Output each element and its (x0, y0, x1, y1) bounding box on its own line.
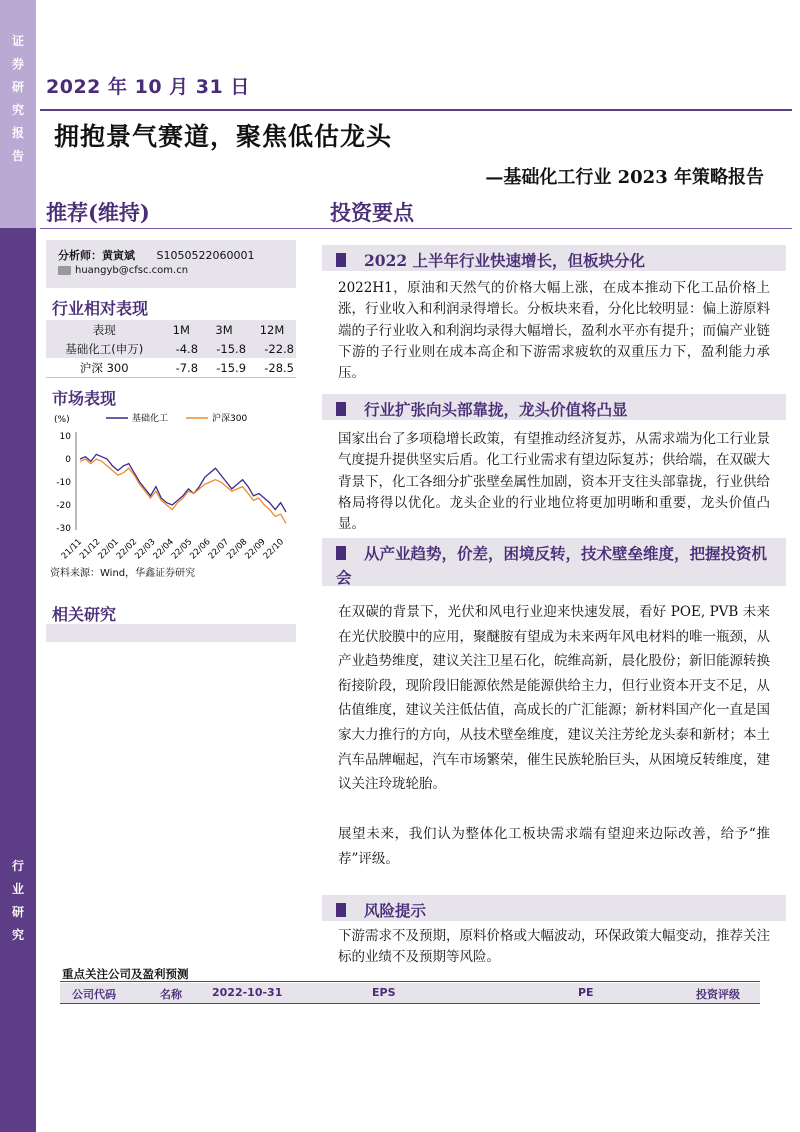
performance-cell: -7.8 (175, 360, 199, 375)
performance-cell: -15.8 (216, 341, 247, 356)
point-heading: 行业扩张向头部靠拢，龙头价值将凸显 (336, 398, 628, 420)
forecast-header-row (60, 983, 760, 1004)
performance-header: 表现 (92, 322, 116, 337)
sidebar-top-band (0, 0, 36, 228)
rating-label: 推荐(维持) (46, 200, 150, 225)
point-paragraph: 展望未来，我们认为整体化工板块需求端有望迎来边际改善，给予“推荐”评级。 (338, 826, 770, 867)
section-rule (40, 228, 792, 229)
forecast-header: 2022-10-31 (212, 986, 283, 999)
legend-label: 沪深300 (212, 414, 248, 424)
performance-cell: -4.8 (175, 341, 199, 356)
x-tick-label: 22/03 (133, 537, 158, 562)
bullet-square-icon (336, 903, 346, 917)
report-title: 拥抱景气赛道，聚焦低估龙头 (54, 122, 393, 151)
x-tick-label: 22/06 (188, 537, 213, 562)
point-paragraph: 国家出台了多项稳增长政策，有望推动经济复苏，从需求端为化工行业景气度提升提供坚实后盾。化工行业需求有望边际复苏；供给端，在双碳大背景下，化工各细分扩张壁垒属性加剧，资本开支往头部靠拢，行业供给格局将得以优化。龙头企业的行业地位将更加明晰和重要，龙头价值凸显。 (338, 431, 770, 533)
forecast-header: EPS (372, 986, 396, 999)
performance-title: 行业相对表现 (52, 299, 149, 318)
x-tick-label: 22/09 (243, 537, 268, 562)
market-title: 市场表现 (52, 389, 117, 408)
bullet-square-icon (336, 546, 346, 560)
y-tick-label: -10 (56, 478, 71, 488)
report-subtitle: —基础化工行业 2023 年策略报告 (485, 167, 764, 188)
performance-cell: 沪深 300 (79, 360, 129, 375)
y-tick-label: -20 (56, 501, 71, 511)
performance-header: 1M (172, 322, 190, 337)
x-tick-label: 22/10 (261, 537, 287, 562)
analyst-line (58, 247, 254, 263)
y-tick-label: 10 (59, 432, 71, 442)
market-chart-svg (46, 408, 296, 566)
analyst-label: 分析师： (58, 249, 102, 262)
point-paragraph: 2022H1，原油和天然气的价格大幅上涨，在成本推动下化工品价格上涨，行业收入和利润录得增长。分板块来看，分化比较明显：偏上游原料端的子行业收入和利润均录得大幅增长，盈利水平亦有提升；而偏产业链下游的子行业则在成本高企和下游需求疲软的双重压力下，盈利能力承压。 (338, 280, 770, 382)
bullet-square-icon (336, 402, 346, 416)
mail-icon (58, 266, 71, 275)
point-heading: 风险提示 (336, 899, 426, 921)
forecast-header: 公司代码 (72, 988, 116, 1001)
key-points-title: 投资要点 (330, 200, 414, 225)
x-tick-label: 22/05 (169, 537, 195, 562)
forecast-title: 重点关注公司及盈利预测 (62, 967, 189, 981)
forecast-header: 名称 (160, 988, 182, 1001)
performance-cell: 基础化工(申万) (65, 341, 144, 356)
performance-header: 3M (215, 322, 233, 337)
y-axis-label: (%) (54, 415, 70, 425)
point-heading: 2022 上半年行业快速增长，但板块分化 (336, 249, 645, 271)
chart-source: 资料来源：Wind，华鑫证券研究 (50, 568, 196, 579)
performance-header: 12M (259, 322, 285, 337)
bullet-square-icon (336, 253, 346, 267)
performance-row (46, 339, 296, 358)
performance-cell: -22.8 (264, 341, 294, 356)
x-tick-label: 22/08 (224, 537, 250, 562)
analyst-cert: S1050522060001 (156, 249, 255, 262)
performance-row (46, 358, 296, 378)
x-tick-label: 22/02 (114, 537, 140, 562)
performance-table (46, 320, 296, 378)
analyst-email[interactable]: huangyb@cfsc.com.cn (75, 265, 189, 276)
header-rule (40, 109, 792, 111)
performance-cell: -28.5 (264, 360, 294, 375)
analyst-name: 黄寅斌 (102, 249, 135, 262)
forecast-header: PE (578, 986, 594, 999)
report-date: 2022 年 10 月 31 日 (46, 76, 250, 98)
x-tick-label: 21/12 (78, 537, 103, 562)
analyst-email-line (58, 265, 188, 276)
performance-cell: -15.9 (216, 360, 247, 375)
y-tick-label: 0 (65, 455, 71, 465)
forecast-rule (60, 981, 760, 982)
related-research-band (46, 624, 296, 642)
series-line (80, 459, 286, 523)
point-paragraph: 下游需求不及预期，原料价格或大幅波动，环保政策大幅变动，推荐关注标的业绩不及预期等风险。 (338, 928, 770, 966)
x-tick-label: 22/04 (151, 537, 176, 562)
related-research-title: 相关研究 (52, 605, 117, 624)
x-tick-label: 22/01 (96, 537, 121, 562)
sidebar-bottom-label: 行 业 研 究 (11, 859, 24, 942)
sidebar-top-label: 证 券 研 究 报 告 (11, 34, 24, 163)
legend-label: 基础化工 (132, 414, 169, 424)
market-chart (46, 408, 296, 566)
point-heading: 从产业趋势，价差，困境反转，技术壁垒维度，把握投资机会 (336, 544, 768, 587)
x-tick-label: 21/11 (59, 537, 85, 562)
x-tick-label: 22/07 (206, 537, 232, 562)
performance-header-row (46, 320, 296, 339)
point-paragraph: 在双碳的背景下，光伏和风电行业迎来快速发展，看好 POE, PVB 未来在光伏胶膜中的应用，聚醚胺有望成为未来两年风电材料的唯一瓶颈，从产业趋势维度，建议关注卫星石化，皖维高新，晨化股份；新旧能源转换衔接阶段，现阶段旧能源依然是能源供给主力，但行业资本开支不足，从估值维度，建议关注低估值，高成长的广汇能源；新材料国产化一直是国家大力推行的方向，从技术壁垒维度，建议关注芳纶龙头泰和新材；本土汽车品牌崛起，汽车市场繁荣，催生民族轮胎巨头，从困境反转维度，建议关注玲珑轮胎。 (338, 604, 770, 793)
forecast-header: 投资评级 (696, 988, 740, 1001)
series-line (80, 454, 286, 512)
y-tick-label: -30 (56, 524, 71, 534)
